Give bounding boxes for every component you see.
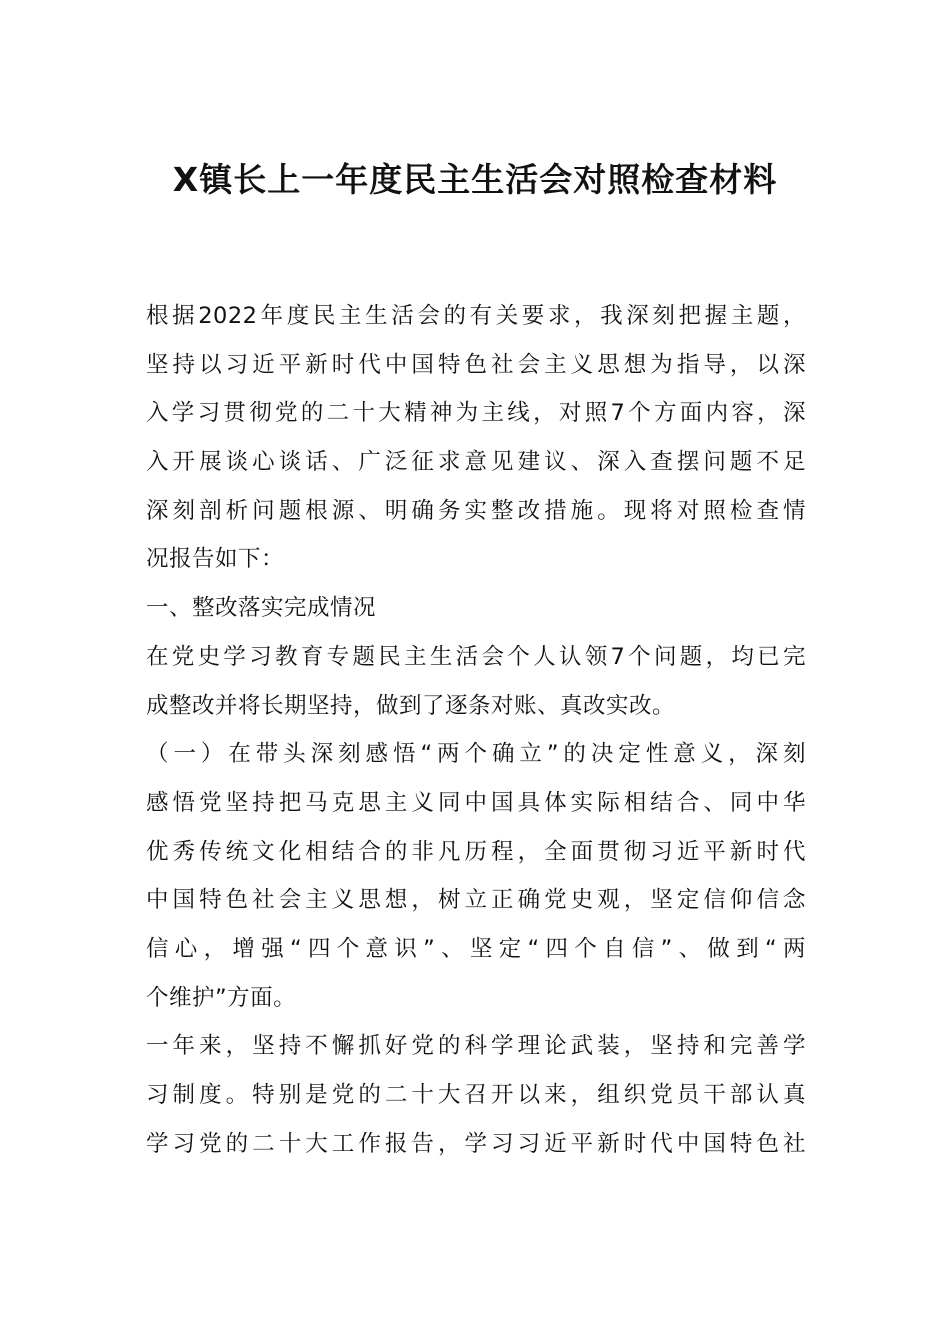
text-line: 在党史学习教育专题民主生活会个人认领7个问题，均已完 bbox=[146, 643, 806, 670]
text-line: 优秀传统文化相结合的非凡历程，全面贯彻习近平新时代 bbox=[146, 838, 806, 865]
text-line: 深刻剖析问题根源、明确务实整改措施。现将对照检查情 bbox=[146, 497, 806, 524]
text-line: 感悟党坚持把马克思主义同中国具体实际相结合、同中华 bbox=[146, 789, 806, 816]
text-line: 根据2022年度民主生活会的有关要求，我深刻把握主题， bbox=[146, 303, 806, 329]
text-line: 况报告如下： bbox=[146, 546, 285, 573]
text-line: （一）在带头深刻感悟“两个确立”的决定性意义，深刻 bbox=[146, 741, 806, 768]
text-line: 成整改并将长期坚持，做到了逐条对账、真改实改。 bbox=[146, 692, 676, 719]
text-line: 习制度。特别是党的二十大召开以来，组织党员干部认真 bbox=[146, 1082, 806, 1108]
text-line: 一、整改落实完成情况 bbox=[146, 595, 377, 622]
text-line: 个维护”方面。 bbox=[146, 984, 297, 1011]
text-line: 一年来，坚持不懈抓好党的科学理论武装，坚持和完善学 bbox=[146, 1033, 806, 1060]
text-line: 中国特色社会主义思想，树立正确党史观，坚定信仰信念 bbox=[146, 887, 806, 914]
text-line: 信心，增强“四个意识”、坚定“四个自信”、做到“两 bbox=[146, 935, 806, 962]
text-line: 坚持以习近平新时代中国特色社会主义思想为指导，以深 bbox=[146, 351, 806, 378]
text-line: 入学习贯彻党的二十大精神为主线，对照7个方面内容，深 bbox=[146, 400, 806, 427]
document-title: X镇长上一年度民主生活会对照检查材料 bbox=[172, 160, 778, 199]
text-line: 学习党的二十大工作报告，学习习近平新时代中国特色社 bbox=[146, 1130, 806, 1157]
text-line: 入开展谈心谈话、广泛征求意见建议、深入查摆问题不足 bbox=[146, 449, 806, 476]
document-body bbox=[146, 292, 806, 1168]
